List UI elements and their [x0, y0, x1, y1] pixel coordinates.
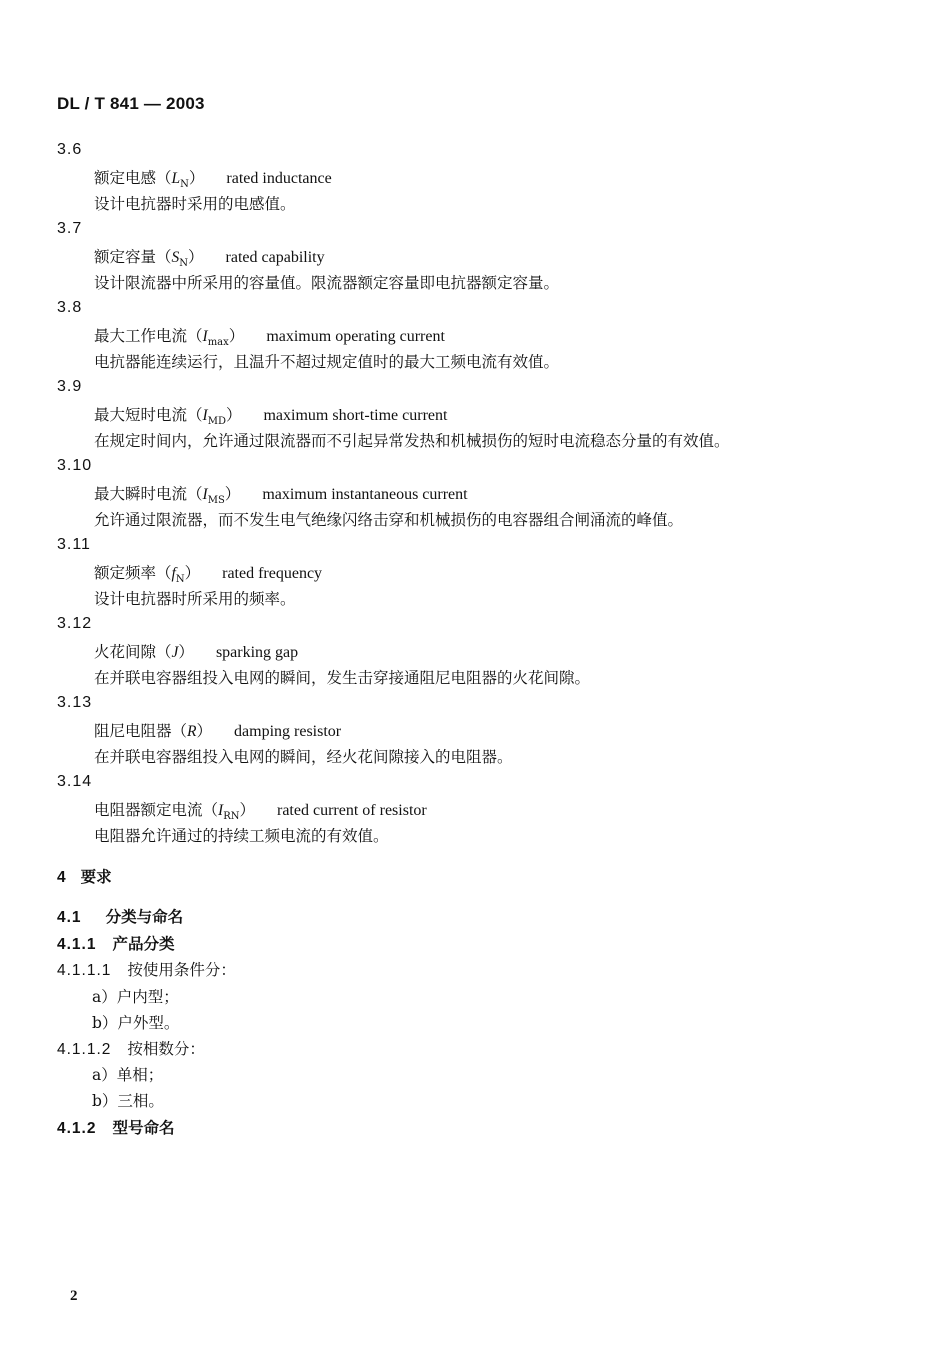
list-item: a）户内型；: [92, 988, 179, 1006]
clause-number: 4.1.1.1: [57, 962, 112, 979]
clause-number: 4.1.1.2: [57, 1041, 112, 1058]
section-number: 4: [57, 869, 67, 886]
document-code-header: DL / T 841 — 2003: [57, 94, 205, 113]
term-chinese: 额定电感: [94, 169, 157, 187]
term-definition: 设计限流器中所采用的容量值。限流器额定容量即电抗器额定容量。: [94, 274, 560, 292]
section-title: 要求: [80, 868, 112, 886]
term-chinese: 额定容量: [94, 248, 157, 266]
clause-heading: [57, 1037, 205, 1059]
clause-number: 3.7: [57, 220, 83, 237]
term-line: 最大短时电流$(I_{MD})$ maximum short-time current: [94, 406, 448, 428]
term-english: rated inductance: [226, 170, 332, 187]
term-line: 阻尼电阻器（R） damping resistor: [94, 722, 342, 740]
subsection-heading: [57, 932, 175, 954]
clause-title: 按相数分：: [127, 1040, 205, 1058]
term-definition: 在规定时间内，允许通过限流器而不引起异常发热和机械损伤的短时电流稳态分量的有效值。: [94, 432, 730, 450]
subsection-title: 分类与命名: [105, 908, 184, 926]
clause-number: 3.14: [57, 773, 93, 790]
clause-number: 3.6: [57, 141, 83, 158]
term-definition: 电抗器能连续运行，且温升不超过规定值时的最大工频电流有效值。: [94, 353, 560, 371]
term-chinese: 额定频率: [94, 564, 157, 582]
subsection-number: 4.1: [57, 909, 82, 926]
term-symbol-subscript: N: [180, 179, 189, 191]
subsection-title: 型号命名: [112, 1119, 175, 1137]
subsection-number: 4.1.2: [57, 1120, 97, 1137]
page-number: 2: [70, 1288, 78, 1304]
clause-number: 3.11: [57, 536, 91, 553]
term-symbol-subscript: N: [175, 574, 185, 586]
term-definition: 允许通过限流器，而不发生电气绝缘闪络击穿和机械损伤的电容器组合闸涌流的峰值。: [94, 511, 684, 529]
term-english: sparking gap: [215, 644, 299, 661]
clause-number: 3.12: [57, 615, 93, 632]
term-symbol: I: [202, 486, 208, 503]
term-symbol-subscript: RN: [223, 811, 240, 823]
term-definition: 设计电抗器时所采用的频率。: [94, 590, 296, 608]
term-line: 火花间隙（J） sparking gap: [94, 643, 299, 661]
clause-number: 3.8: [57, 299, 83, 316]
term-english: maximum short-time current: [263, 407, 448, 424]
term-symbol: L: [171, 170, 181, 187]
clause-number: 3.10: [57, 457, 93, 474]
section-heading: [57, 865, 112, 887]
term-line: 最大瞬时电流$(I_{MS})$ maximum instantaneous current: [94, 485, 468, 507]
term-symbol: I: [202, 328, 208, 345]
clause-number: 3.9: [57, 378, 83, 395]
term-english: rated current of resistor: [277, 802, 427, 819]
term-definition: 在并联电容器组投入电网的瞬间，经火花间隙接入的电阻器。: [94, 748, 513, 766]
term-symbol: R: [187, 723, 197, 740]
term-symbol-subscript: MS: [207, 495, 225, 507]
term-chinese: 最大短时电流: [94, 406, 188, 424]
clause-heading: [57, 958, 236, 980]
term-definition: 设计电抗器时采用的电感值。: [94, 195, 296, 213]
list-item: a）单相；: [92, 1066, 164, 1084]
term-symbol: f: [171, 565, 176, 582]
subsection-number: 4.1.1: [57, 936, 97, 953]
term-symbol: I: [202, 407, 208, 424]
term-english: maximum operating current: [266, 328, 445, 345]
term-symbol-subscript: MD: [207, 416, 226, 428]
term-definition: 电阻器允许通过的持续工频电流的有效值。: [94, 827, 389, 845]
list-item: b）三相。: [92, 1092, 164, 1110]
clause-title: 按使用条件分：: [127, 961, 236, 979]
term-symbol-subscript: max: [207, 337, 229, 349]
term-chinese: 最大瞬时电流: [94, 485, 188, 503]
subsection-heading: [57, 905, 183, 927]
term-line: 电阻器额定电流$(I_{RN})$ rated current of resistor: [94, 801, 427, 823]
term-symbol: I: [218, 802, 224, 819]
term-symbol: S: [171, 249, 180, 266]
subsection-title: 产品分类: [112, 935, 175, 953]
clause-number: 3.13: [57, 694, 93, 711]
term-english: rated capability: [225, 249, 325, 266]
term-line: 最大工作电流$(I_{max})$ maximum operating current: [94, 327, 445, 349]
term-english: rated frequency: [222, 565, 323, 582]
term-symbol-subscript: N: [179, 258, 189, 270]
term-line: 额定电感$(L_N)$ rated inductance: [94, 169, 332, 191]
term-chinese: 最大工作电流: [94, 327, 188, 345]
term-line: 额定频率$(f_N)$ rated frequency: [94, 564, 323, 586]
term-chinese: 火花间隙: [94, 643, 157, 661]
subsection-heading: [57, 1116, 175, 1138]
list-item: b）户外型。: [92, 1014, 180, 1032]
term-chinese: 电阻器额定电流: [94, 801, 203, 819]
term-english: maximum instantaneous current: [262, 486, 468, 503]
term-english: damping resistor: [234, 723, 342, 740]
term-symbol: J: [171, 644, 179, 661]
term-line: 额定容量$(S_N)$ rated capability: [94, 248, 325, 270]
term-definition: 在并联电容器组投入电网的瞬间，发生击穿接通阻尼电阻器的火花间隙。: [94, 669, 591, 687]
term-chinese: 阻尼电阻器: [94, 722, 172, 740]
